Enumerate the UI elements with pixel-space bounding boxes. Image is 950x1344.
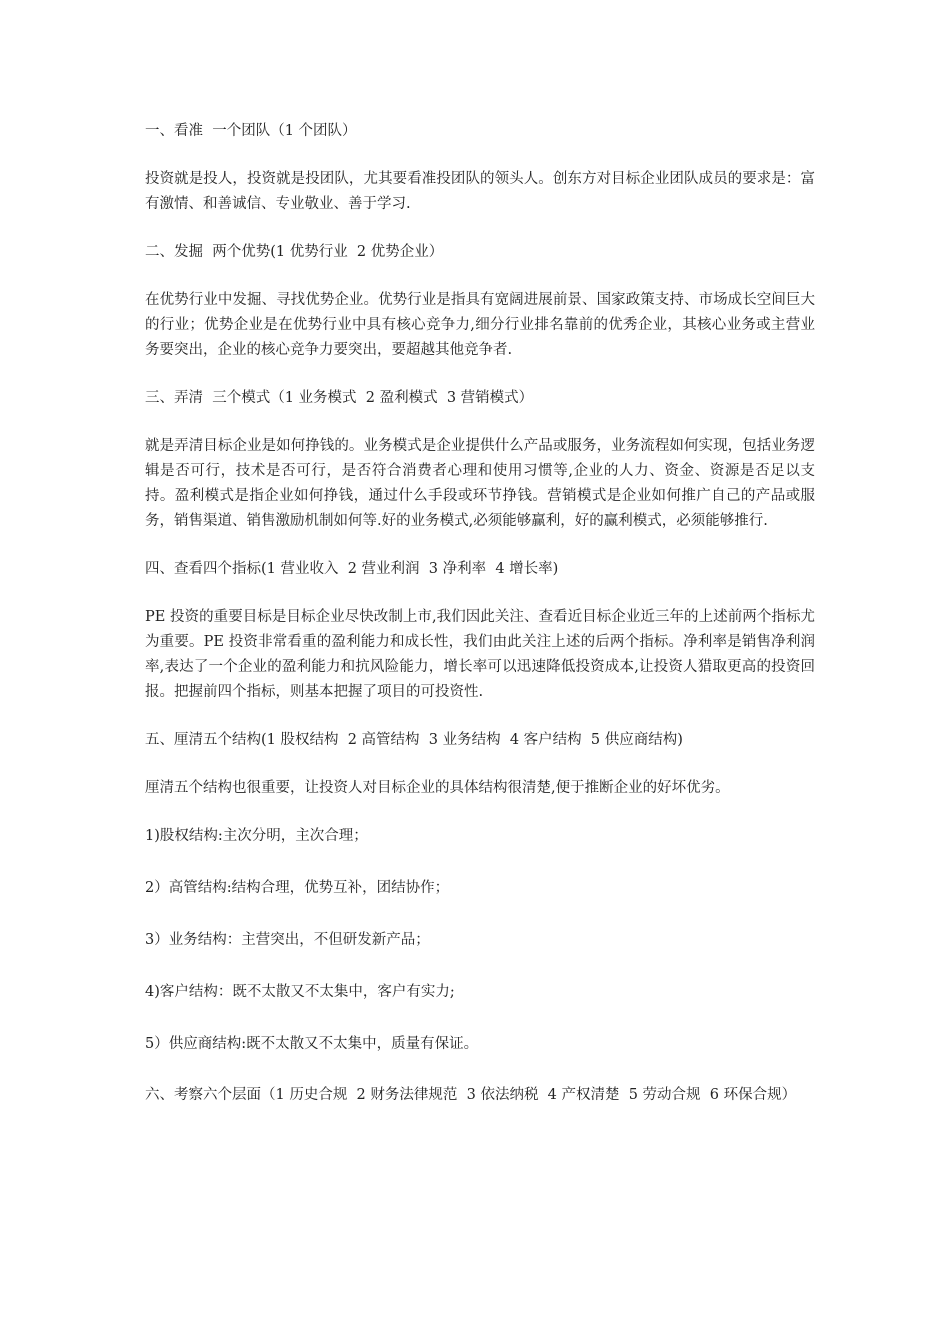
section-heading-5: 五、厘清五个结构(1 股权结构 2 高管结构 3 业务结构 4 客户结构 5 供应商结构) — [145, 732, 683, 748]
section-body-2: 在优势行业中发掘、寻找优势企业。优势行业是指具有宽阔进展前景、国家政策支持、市场成长空间巨大的行业；优势企业是在优势行业中具有核心竞争力,细分行业排名靠前的优秀企业，其核心业务或主营业务要突出，企业的核心竞争力要突出，要超越其他竞争者. — [145, 292, 815, 358]
list-item: 4)客户结构：既不太散又不太集中，客户有实力; — [145, 984, 455, 1000]
list-item: 3）业务结构：主营突出，不但研发新产品； — [145, 932, 430, 948]
section-heading-1: 一、看准 一个团队（1 个团队） — [145, 123, 357, 139]
section-heading-6: 六、考察六个层面（1 历史合规 2 财务法律规范 3 依法纳税 4 产权清楚 5 劳动合规 6 环保合规） — [145, 1087, 797, 1103]
section-heading-3: 三、弄清 三个模式（1 业务模式 2 盈利模式 3 营销模式） — [145, 390, 534, 406]
list-item: 2）高管结构:结构合理，优势互补，团结协作； — [145, 880, 450, 896]
section-body-4: PE 投资的重要目标是目标企业尽快改制上市,我们因此关注、查看近目标企业近三年的上述前两个指标尤为重要。PE 投资非常看重的盈利能力和成长性，我们由此关注上述的后两个指标。净利率是销售净利润率,表达了一个企业的盈利能力和抗风险能力，增长率可以迅速降低投资成本,让投资人猎取更高的投资回报。把握前四个指标，则基本把握了项目的可投资性. — [145, 609, 815, 700]
list-item: 1)股权结构:主次分明，主次合理； — [145, 828, 368, 844]
section-body-1: 投资就是投人，投资就是投团队，尤其要看准投团队的领头人。创东方对目标企业团队成员的要求是：富有激情、和善诚信、专业敬业、善于学习. — [145, 171, 815, 212]
section-body-3: 就是弄清目标企业是如何挣钱的。业务模式是企业提供什么产品或服务，业务流程如何实现，包括业务逻辑是否可行，技术是否可行，是否符合消费者心理和使用习惯等,企业的人力、资金、资源是否足以支持。盈利模式是指企业如何挣钱，通过什么手段或环节挣钱。营销模式是企业如何推广自己的产品或服务，销售渠道、销售激励机制如何等.好的业务模式,必须能够赢利，好的赢利模式，必须能够推行. — [145, 438, 815, 529]
section-body-5: 厘清五个结构也很重要，让投资人对目标企业的具体结构很清楚,便于推断企业的好坏优劣。 — [145, 780, 730, 796]
list-item: 5）供应商结构:既不太散又不太集中，质量有保证。 — [145, 1036, 479, 1052]
section-heading-2: 二、发掘 两个优势(1 优势行业 2 优势企业） — [145, 244, 444, 260]
section-heading-4: 四、查看四个指标(1 营业收入 2 营业利润 3 净利率 4 增长率) — [145, 561, 559, 577]
document-body — [145, 118, 815, 1108]
